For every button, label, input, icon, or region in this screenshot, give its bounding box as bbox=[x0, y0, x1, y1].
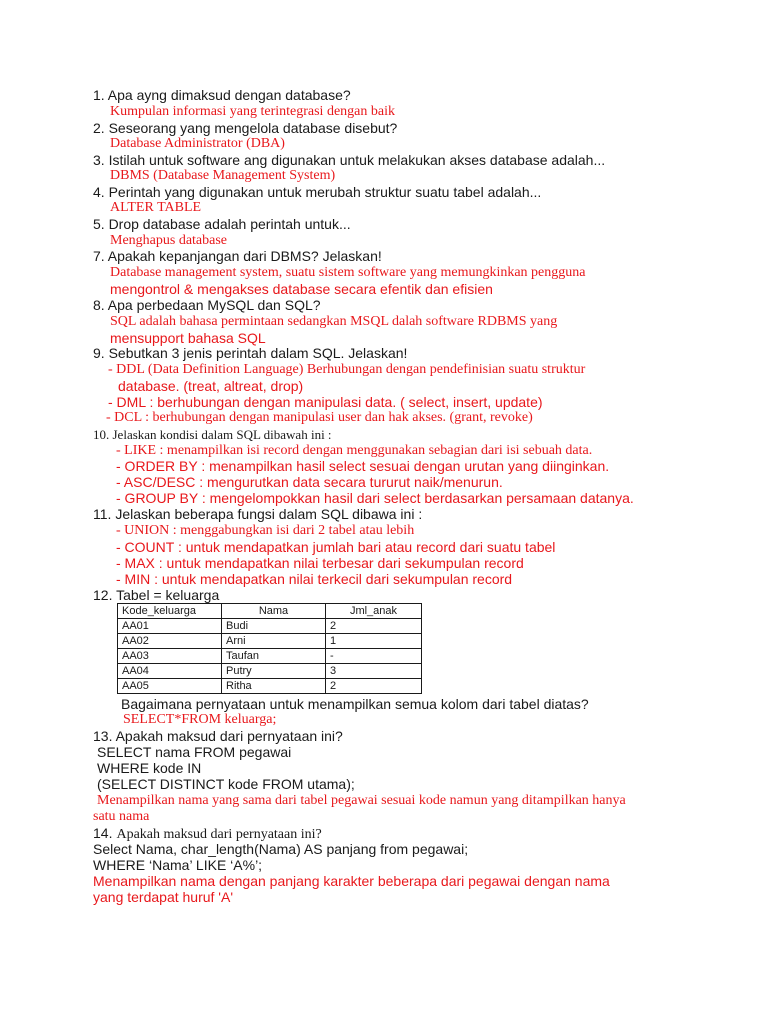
question-2: 2. Seseorang yang mengelola database disebut? bbox=[93, 120, 398, 136]
table-cell: 2 bbox=[326, 619, 422, 634]
answer-1: Kumpulan informasi yang terintegrasi dengan baik bbox=[110, 104, 395, 119]
answer-13-line-2: satu nama bbox=[93, 809, 150, 824]
question-12-text: Bagaimana pernyataan untuk menampilkan semua kolom dari tabel diatas? bbox=[121, 696, 589, 712]
column-header-kode: Kode_keluarga bbox=[118, 604, 222, 619]
table-cell: Ritha bbox=[222, 679, 326, 694]
question-13-sql-line-3: (SELECT DISTINCT kode FROM utama); bbox=[97, 776, 355, 792]
question-3: 3. Istilah untuk software ang digunakan untuk melakukan akses database adalah... bbox=[93, 152, 606, 168]
table-cell: 1 bbox=[326, 634, 422, 649]
answer-9-dml: - DML : berhubungan dengan manipulasi data. ( select, insert, update) bbox=[108, 394, 543, 410]
question-14-number: 14. bbox=[93, 825, 113, 841]
question-1: 1. Apa ayng dimaksud dengan database? bbox=[93, 87, 351, 103]
answer-14-line-2: yang terdapat huruf 'A' bbox=[93, 889, 233, 905]
answer-2: Database Administrator (DBA) bbox=[110, 136, 285, 151]
table-row bbox=[118, 634, 422, 649]
table-cell: AA01 bbox=[118, 619, 222, 634]
table-cell: 3 bbox=[326, 664, 422, 679]
table-cell: AA05 bbox=[118, 679, 222, 694]
table-cell: Arni bbox=[222, 634, 326, 649]
column-header-jml-anak: Jml_anak bbox=[326, 604, 422, 619]
answer-8-line-1: SQL adalah bahasa permintaan sedangkan MSQL dalah software RDBMS yang bbox=[110, 314, 558, 329]
question-13-sql-line-2: WHERE kode IN bbox=[97, 760, 202, 776]
answer-11-union: - UNION : menggabungkan isi dari 2 tabel atau lebih bbox=[116, 523, 415, 538]
answer-11-max: - MAX : untuk mendapatkan nilai terbesar dari sekumpulan record bbox=[116, 555, 524, 571]
question-10: 10. Jelaskan kondisi dalam SQL dibawah ini : bbox=[93, 427, 332, 442]
keluarga-table bbox=[117, 603, 422, 694]
question-13-sql-line-1: SELECT nama FROM pegawai bbox=[97, 744, 292, 760]
answer-9-ddl: - DDL (Data Definition Language) Berhubungan dengan pendefinisian suatu struktur bbox=[108, 362, 586, 377]
answer-11-min: - MIN : untuk mendapatkan nilai terkecil dari sekumpulan record bbox=[116, 571, 513, 587]
table-row bbox=[118, 619, 422, 634]
question-5: 5. Drop database adalah perintah untuk... bbox=[93, 216, 351, 232]
question-14-sql-line-2: WHERE ‘Nama’ LIKE ‘A%’; bbox=[93, 857, 263, 873]
answer-5: Menghapus database bbox=[110, 233, 228, 248]
question-14-text: Apakah maksud dari pernyataan ini? bbox=[116, 827, 322, 842]
table-header-row bbox=[118, 604, 422, 619]
table-cell: AA03 bbox=[118, 649, 222, 664]
table-cell: - bbox=[326, 649, 422, 664]
question-7: 7. Apakah kepanjangan dari DBMS? Jelaskan! bbox=[93, 248, 382, 264]
question-12: 12. Tabel = keluarga bbox=[93, 587, 220, 603]
table-row bbox=[118, 649, 422, 664]
table-cell: AA02 bbox=[118, 634, 222, 649]
answer-9-dcl: - DCL : berhubungan dengan manipulasi user dan hak akses. (grant, revoke) bbox=[106, 410, 533, 425]
answer-11-count: - COUNT : untuk mendapatkan jumlah bari atau record dari suatu tabel bbox=[116, 539, 556, 555]
table-cell: Taufan bbox=[222, 649, 326, 664]
table-cell: Putry bbox=[222, 664, 326, 679]
column-header-nama: Nama bbox=[222, 604, 326, 619]
question-8: 8. Apa perbedaan MySQL dan SQL? bbox=[93, 297, 321, 313]
answer-7-line-2: mengontrol & mengakses database secara efentik dan efisien bbox=[110, 281, 493, 297]
table-row bbox=[118, 664, 422, 679]
table-cell: AA04 bbox=[118, 664, 222, 679]
table-cell: Budi bbox=[222, 619, 326, 634]
table-row bbox=[118, 679, 422, 694]
answer-12: SELECT*FROM keluarga; bbox=[123, 712, 277, 727]
table-cell: 2 bbox=[326, 679, 422, 694]
answer-14-line-1: Menampilkan nama dengan panjang karakter beberapa dari pegawai dengan nama bbox=[93, 873, 610, 889]
answer-4: ALTER TABLE bbox=[110, 200, 202, 215]
answer-10-group-by: - GROUP BY : mengelompokkan hasil dari select berdasarkan persamaan datanya. bbox=[116, 490, 634, 506]
answer-8-line-2: mensupport bahasa SQL bbox=[110, 330, 266, 346]
answer-10-order-by: - ORDER BY : menampilkan hasil select sesuai dengan urutan yang diinginkan. bbox=[116, 458, 610, 474]
answer-10-asc-desc: - ASC/DESC : mengurutkan data secara tururut naik/menurun. bbox=[116, 474, 503, 490]
answer-7-line-1: Database management system, suatu sistem software yang memungkinkan pengguna bbox=[110, 265, 586, 280]
question-14-sql-line-1: Select Nama, char_length(Nama) AS panjang from pegawai; bbox=[93, 841, 469, 857]
question-9: 9. Sebutkan 3 jenis perintah dalam SQL. Jelaskan! bbox=[93, 345, 408, 361]
question-14 bbox=[93, 826, 322, 842]
question-13: 13. Apakah maksud dari pernyataan ini? bbox=[93, 728, 343, 744]
question-4: 4. Perintah yang digunakan untuk merubah struktur suatu tabel adalah... bbox=[93, 184, 542, 200]
answer-9-ddl-cont: database. (treat, altreat, drop) bbox=[118, 378, 304, 394]
answer-3: DBMS (Database Management System) bbox=[110, 168, 336, 183]
answer-13-line-1: Menampilkan nama yang sama dari tabel pegawai sesuai kode namun yang ditampilkan hanya bbox=[97, 793, 626, 808]
answer-10-like: - LIKE : menampilkan isi record dengan menggunakan sebagian dari isi sebuah data. bbox=[116, 443, 593, 458]
question-11: 11. Jelaskan beberapa fungsi dalam SQL dibawa ini : bbox=[93, 506, 423, 522]
